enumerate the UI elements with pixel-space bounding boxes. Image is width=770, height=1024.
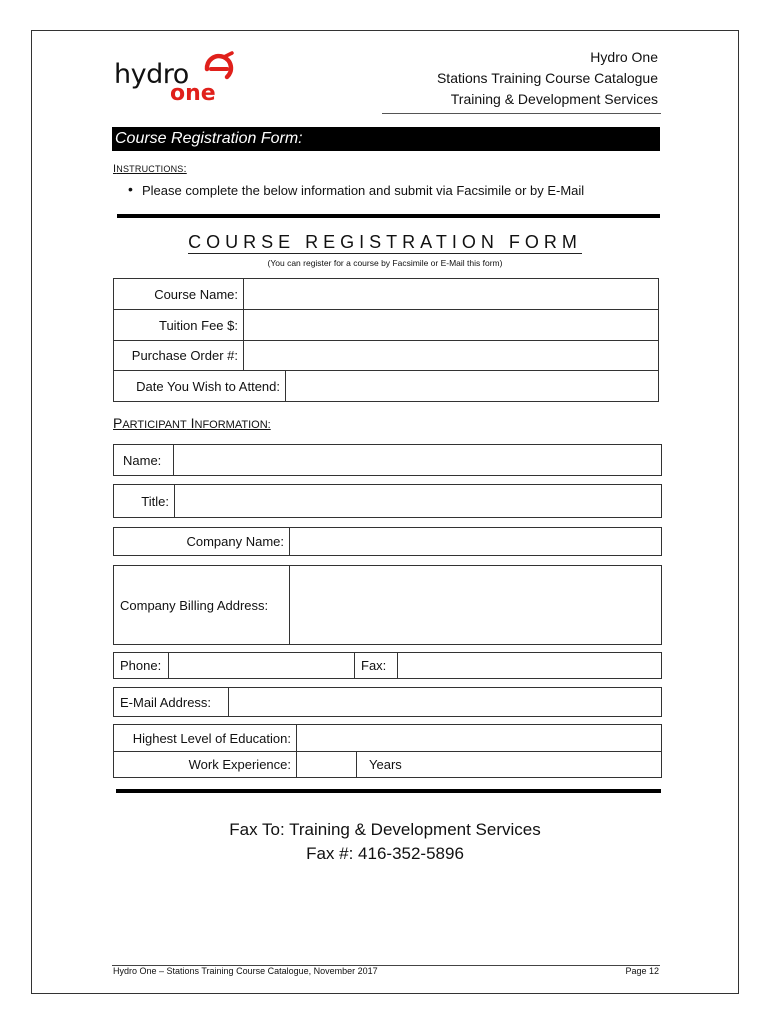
attend-date-field[interactable]	[286, 371, 658, 402]
course-name-field[interactable]	[244, 279, 658, 309]
email-row	[113, 687, 662, 717]
email-field[interactable]	[229, 688, 661, 716]
education-label: Highest Level of Education:	[132, 730, 291, 746]
tuition-fee-label: Tuition Fee $:	[158, 317, 238, 333]
participant-heading-rest2: NFORMATION:	[194, 419, 271, 431]
footer-page-number: Page 12	[625, 966, 659, 976]
divider-thick-bottom	[116, 789, 661, 793]
instructions-heading	[113, 163, 187, 175]
education-table	[113, 724, 662, 778]
company-row	[113, 527, 662, 556]
header-line-3: Training & Development Services	[450, 91, 658, 107]
header-block	[437, 47, 658, 110]
name-field[interactable]	[174, 445, 661, 475]
document-page	[31, 30, 739, 994]
form-title-text: COURSE REGISTRATION FORM	[188, 232, 582, 252]
experience-field[interactable]	[297, 752, 356, 777]
instructions-first-letter: I	[113, 163, 117, 175]
hydro-one-logo	[114, 51, 234, 107]
header-line-1: Hydro One	[590, 49, 658, 65]
purchase-order-label: Purchase Order #:	[131, 348, 238, 363]
fax-number-text: Fax #: 416-352-5896	[306, 844, 464, 863]
name-label: Name:	[123, 452, 162, 468]
instructions-colon: :	[183, 163, 187, 175]
company-name-field[interactable]	[290, 528, 661, 555]
tuition-fee-field[interactable]	[244, 310, 658, 340]
email-label: E-Mail Address:	[120, 694, 212, 710]
fax-field[interactable]	[398, 653, 661, 678]
course-table	[113, 278, 659, 402]
course-name-label: Course Name:	[154, 286, 238, 302]
title-field[interactable]	[175, 485, 661, 517]
phone-field[interactable]	[169, 653, 354, 678]
title-label: Title:	[141, 493, 169, 509]
education-field[interactable]	[297, 725, 661, 751]
billing-row	[113, 565, 662, 645]
logo-one: one	[170, 81, 216, 106]
fax-to-text: Fax To: Training & Development Services	[229, 820, 541, 839]
header-rule	[382, 113, 661, 114]
participant-heading-p: P	[113, 415, 123, 431]
bullet-icon: •	[128, 181, 133, 197]
participant-heading-i: I	[186, 415, 195, 431]
phone-label: Phone:	[120, 658, 162, 673]
fax-label: Fax:	[361, 658, 387, 673]
billing-address-field[interactable]	[290, 566, 661, 644]
purchase-order-field[interactable]	[244, 341, 658, 370]
logo-swirl-icon	[197, 51, 237, 85]
attend-date-label: Date You Wish to Attend:	[136, 379, 280, 394]
title-row	[113, 484, 662, 518]
divider-thick-top	[117, 214, 660, 218]
company-name-label: Company Name:	[186, 534, 284, 549]
logo-word: hydro	[114, 59, 189, 90]
form-subtitle: (You can register for a course by Facsimile or E-Mail this form)	[267, 258, 503, 268]
billing-address-label: Company Billing Address:	[120, 597, 269, 613]
instructions-bullet: Please complete the below information and submit via Facsimile or by E-Mail	[142, 183, 585, 198]
instructions-rest: NSTRUCTIONS	[116, 164, 184, 174]
section-bar: Course Registration Form:	[112, 127, 660, 151]
header-line-2: Stations Training Course Catalogue	[436, 70, 658, 86]
participant-heading-rest1: ARTICIPANT	[122, 419, 187, 431]
experience-label: Work Experience:	[188, 757, 291, 772]
footer-left: Hydro One – Stations Training Course Catalogue, November 2017	[113, 966, 378, 976]
years-label: Years	[369, 757, 402, 772]
phone-fax-row	[113, 652, 662, 679]
form-title	[32, 232, 738, 253]
participant-heading	[113, 415, 271, 431]
name-row	[113, 444, 662, 476]
